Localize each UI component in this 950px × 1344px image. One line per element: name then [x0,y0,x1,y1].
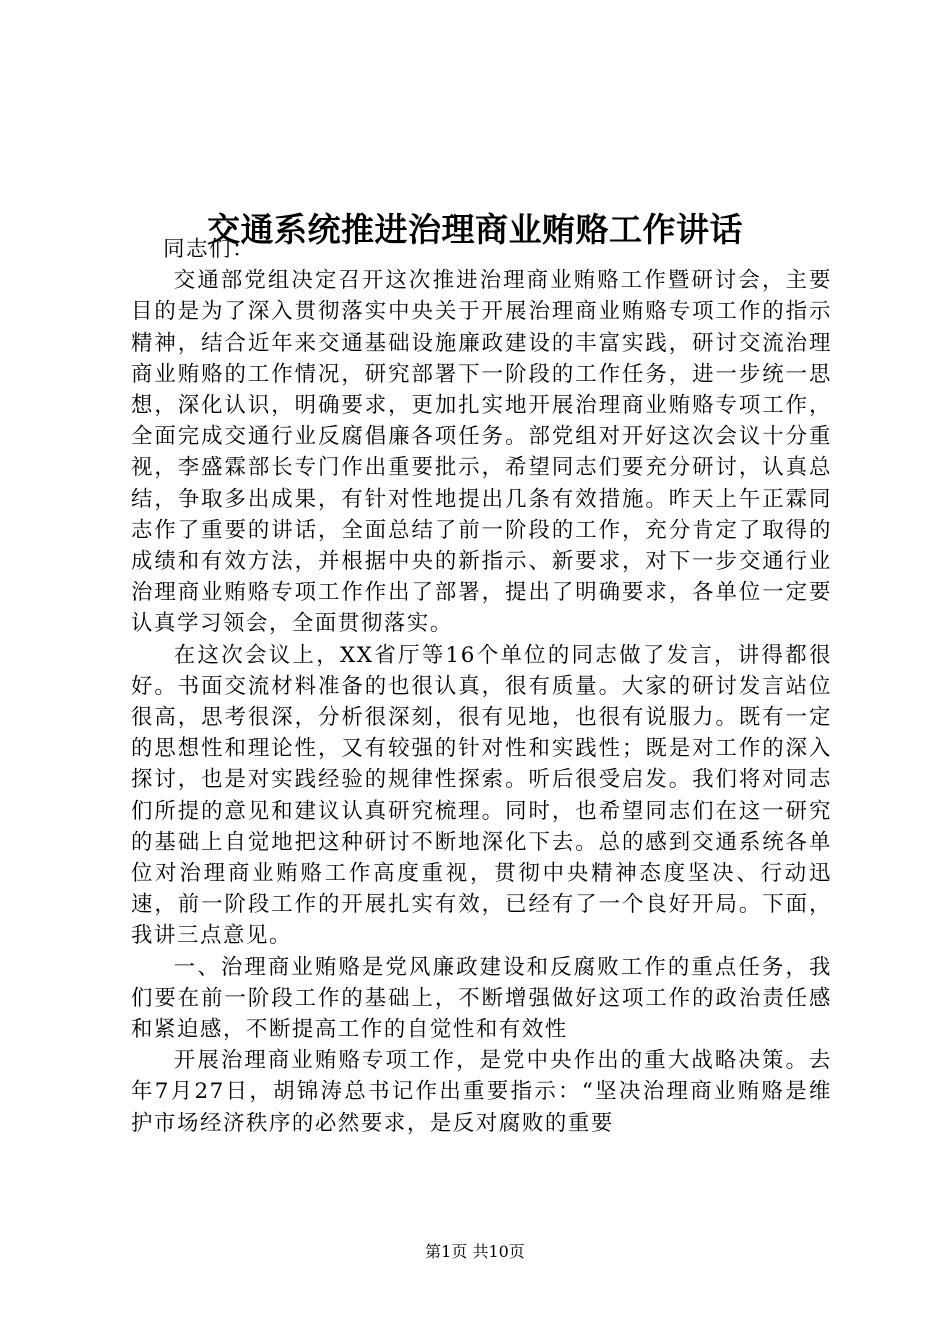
document-title: 交通系统推进治理商业贿赂工作讲话 [207,210,743,250]
page-footer [0,1240,950,1264]
page-indicator: 第1页 共10页 [425,1242,525,1261]
greeting: 同志们： [163,237,256,262]
paragraph: 开展治理商业贿赂专项工作，是党中央作出的重大战略决策。去年7月27日，胡锦涛总书记作出重要指示：“坚决治理商业贿赂是维护市场经济秩序的必然要求，是反对腐败的重要 [131,1048,832,1136]
paragraph: 在这次会议上，XX省厅等16个单位的同志做了发言，讲得都很好。书面交流材料准备的也很认真，很有质量。大家的研讨发言站位很高，思考很深，分析很深刻，很有见地，也很有说服力。既有一定的思想性和理论性，又有较强的针对性和实践性；既是对工作的深入探讨，也是对实践经验的规律性探索。听后很受启发。我们将对同志们所提的意见和建议认真研究梳理。同时，也希望同志们在这一研究的基础上自觉地把这种研讨不断地深化下去。总的感到交通系统各单位对治理商业贿赂工作高度重视，贯彻中央精神态度坚决、行动迅速，前一阶段工作的开展扎实有效，已经有了一个良好开局。下面，我讲三点意见。 [131,642,832,949]
document-body [131,234,832,1139]
paragraph: 交通部党组决定召开这次推进治理商业贿赂工作暨研讨会，主要目的是为了深入贯彻落实中央关于开展治理商业贿赂专项工作的指示精神，结合近年来交通基础设施廉政建设的丰富实践，研讨交流治理商业贿赂的工作情况，研究部署下一阶段的工作任务，进一步统一思想，深化认识，明确要求，更加扎实地开展治理商业贿赂专项工作，全面完成交通行业反腐倡廉各项任务。部党组对开好这次会议十分重视，李盛霖部长专门作出重要批示，希望同志们要充分研讨，认真总结，争取多出成果，有针对性地提出几条有效措施。昨天上午正霖同志作了重要的讲话，全面总结了前一阶段的工作，充分肯定了取得的成绩和有效方法，并根据中央的新指示、新要求，对下一步交通行业治理商业贿赂专项工作作出了部署，提出了明确要求，各单位一定要认真学习领会，全面贯彻落实。 [131,268,832,637]
section-heading: 一、治理商业贿赂是党风廉政建设和反腐败工作的重点任务，我们要在前一阶段工作的基础上，不断增强做好这项工作的政治责任感和紧迫感，不断提高工作的自觉性和有效性 [131,954,832,1043]
